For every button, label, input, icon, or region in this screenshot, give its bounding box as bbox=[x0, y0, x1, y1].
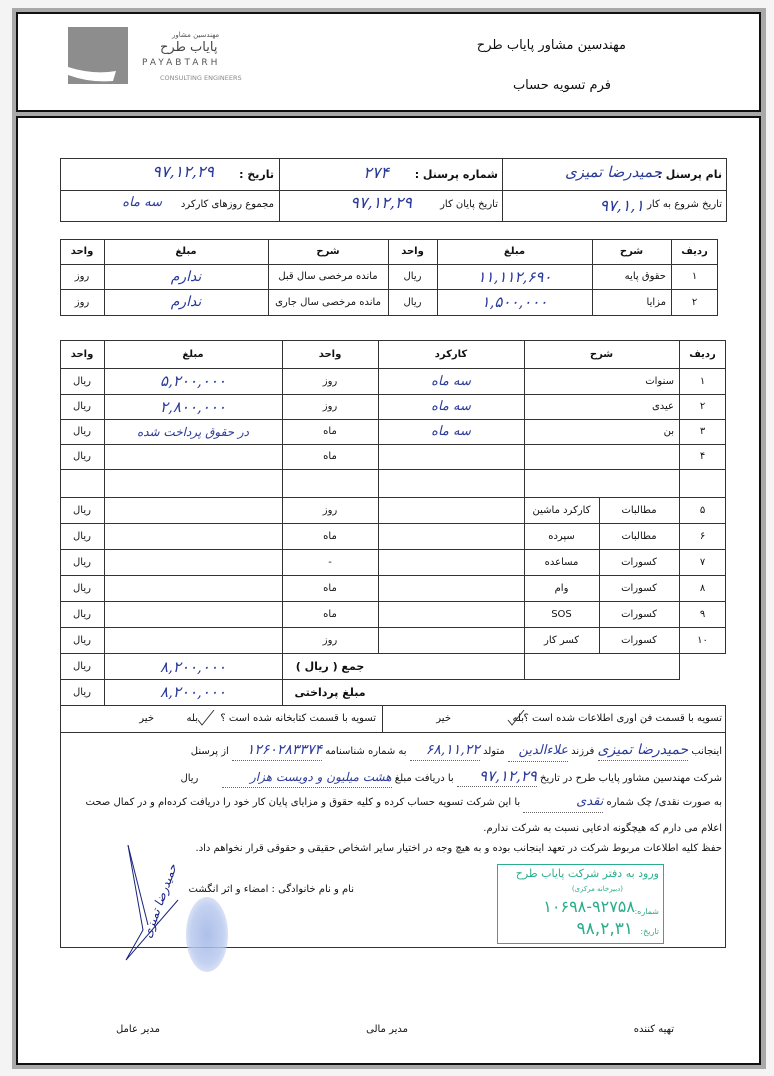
signature-label: نام و نام خانوادگی : امضاء و اثر انگشت bbox=[188, 884, 354, 895]
sub-row-8-currency: ریال bbox=[73, 582, 91, 594]
company-logo bbox=[68, 27, 128, 84]
settlement-row-2-currency: ریال bbox=[73, 401, 91, 412]
declaration-line-4: اعلام می دارم که هیچگونه ادعایی نسبت به شرکت ندارم. bbox=[483, 823, 722, 834]
tech-question: تسویه با قسمت فن اوری اطلاعات شده است ؟ bbox=[523, 713, 722, 724]
decl-l1e: از پرسنل bbox=[190, 746, 229, 757]
sub-row-6-desc: سپرده bbox=[548, 530, 575, 542]
sub-row-10-currency: ریال bbox=[73, 634, 91, 646]
settlement-row-1-amount: ۵,۲۰۰,۰۰۰ bbox=[160, 372, 226, 390]
decl-l3b: با این شرکت تسویه حساب کرده و کلیه حقوق و مزایای پایان کار خود را دریافت کرده‌ام و در کمال صحت bbox=[85, 797, 521, 808]
decl-birth: ۶۸,۱۱,۲۲ bbox=[410, 740, 480, 761]
declaration-line-3 bbox=[62, 792, 722, 813]
salary-row-2-no: ۲ bbox=[691, 296, 698, 308]
logo-name-en: PAYABTARH bbox=[142, 58, 221, 68]
settlement-row-3-desc: بن bbox=[663, 426, 674, 437]
sub-row-7-unit: - bbox=[328, 556, 332, 568]
sub-row-9-unit: ماه bbox=[323, 608, 337, 620]
sub-row-7-no: ۷ bbox=[699, 556, 706, 568]
settlement-header-unit: واحد bbox=[318, 348, 342, 360]
registry-stamp bbox=[497, 864, 664, 944]
paid-label: مبلغ پرداختی bbox=[294, 685, 366, 699]
decl-date: ۹۷,۱۲,۲۹ bbox=[457, 766, 537, 787]
sub-row-5-cat: مطالبات bbox=[621, 504, 657, 516]
sub-row-6-currency: ریال bbox=[73, 530, 91, 542]
date-label: تاریخ : bbox=[239, 168, 274, 181]
settlement-row-1-unit: روز bbox=[322, 375, 338, 387]
stamp-number-value: ۱۰۶۹۸-۹۲۷۵۸ bbox=[543, 897, 635, 916]
decl-amount-words: هشت میلیون و دویست هزار bbox=[222, 767, 392, 788]
salary-row-2-unit2: روز bbox=[74, 296, 90, 308]
sub-row-6-unit: ماه bbox=[323, 530, 337, 542]
logo-swoosh-icon bbox=[68, 27, 128, 84]
total-days-label: مجموع روزهای کارکرد bbox=[180, 199, 274, 210]
declaration-line-5: حفظ کلیه اطلاعات مربوط شرکت در تعهد اینجانب بوده و به هیچ وجه در اختیار سایر اشخاص حقیقی و حقوقی قرار نخواهم داد. bbox=[195, 843, 722, 854]
total-currency: ریال bbox=[73, 661, 91, 672]
settlement-row-1-no: ۱ bbox=[699, 375, 706, 387]
salary-header-amount: مبلغ bbox=[503, 246, 526, 257]
form-title: فرم تسویه حساب bbox=[512, 78, 611, 93]
sub-row-5-currency: ریال bbox=[73, 504, 91, 516]
settlement-row-1-work: سه ماه bbox=[431, 373, 471, 389]
decl-l2c: ریال bbox=[180, 773, 199, 784]
stamp-subtitle: (دبیرخانه مرکزی) bbox=[571, 885, 623, 893]
start-date-label: تاریخ شروع به کار bbox=[647, 199, 722, 210]
footer-ceo: مدیر عامل bbox=[115, 1024, 160, 1035]
sub-row-8-unit: ماه bbox=[323, 582, 337, 594]
salary-header-unit: واحد bbox=[401, 246, 424, 257]
salary-row-1-no: ۱ bbox=[691, 271, 698, 282]
settlement-row-4-unit: ماه bbox=[323, 451, 337, 462]
salary-row-2-amount2: ندارم bbox=[170, 294, 202, 310]
stamp-title: ورود به دفتر شرکت پایاب طرح bbox=[515, 867, 659, 880]
tech-yes-check-icon bbox=[506, 708, 526, 730]
settlement-row-4-no: ۴ bbox=[699, 451, 706, 462]
tech-yes-option[interactable]: بله bbox=[512, 713, 524, 724]
stamp-date-value: ۹۸,۲,۳۱ bbox=[576, 919, 633, 939]
stamp-date-label: تاریخ: bbox=[640, 927, 659, 936]
salary-header-desc: شرح bbox=[619, 246, 644, 257]
decl-payment: نقدی bbox=[523, 792, 603, 813]
logo-small-fa: مهندسین مشاور bbox=[172, 31, 220, 39]
total-days-value: سه ماه bbox=[122, 195, 162, 210]
start-date-value: ۹۷,۱,۱ bbox=[599, 196, 644, 215]
footer-finance-manager: مدیر مالی bbox=[366, 1024, 408, 1035]
decl-name: حمیدرضا تمیزی bbox=[598, 740, 689, 761]
decl-l1d: به شماره شناسنامه bbox=[325, 746, 407, 757]
salary-row-1-amount: ۱۱,۱۱۲,۶۹۰ bbox=[477, 267, 552, 286]
settlement-row-2-work: سه ماه bbox=[431, 399, 471, 414]
signature-name: حمیدرضا تمیزی bbox=[140, 862, 180, 940]
decl-l2b: با دریافت مبلغ bbox=[394, 773, 454, 784]
settlement-row-4-currency: ریال bbox=[73, 451, 91, 462]
sub-row-7-cat: کسورات bbox=[621, 556, 657, 568]
settlement-header-amount: مبلغ bbox=[182, 348, 204, 360]
sub-row-10-no: ۱۰ bbox=[697, 634, 708, 646]
sub-row-9-desc: SOS bbox=[551, 608, 572, 620]
settlement-row-2-desc: عیدی bbox=[651, 401, 674, 412]
name-value: حمیدرضا تمیزی bbox=[564, 163, 662, 181]
settlement-header-work: کارکرد bbox=[434, 348, 468, 360]
salary-header-desc2: شرح bbox=[316, 246, 340, 257]
sub-row-8-desc: وام bbox=[554, 582, 569, 594]
tech-no-option[interactable]: خیر bbox=[436, 713, 451, 724]
paid-value: ۸,۲۰۰,۰۰۰ bbox=[160, 683, 226, 701]
personnel-no-value: ۲۷۴ bbox=[363, 163, 389, 182]
logo-name-fa: پایاب طرح bbox=[160, 40, 218, 55]
salary-row-1-unit2: روز bbox=[74, 271, 90, 282]
decl-l1a: اینجانب bbox=[691, 746, 722, 757]
settlement-header-currency: واحد bbox=[70, 348, 94, 360]
logo-subtitle-en: CONSULTING ENGINEERS bbox=[160, 74, 242, 82]
decl-id-no: ۱۲۶۰۲۸۳۳۷۴ bbox=[232, 740, 322, 761]
settlement-row-3-no: ۳ bbox=[699, 426, 706, 437]
salary-row-1-desc: حقوق پایه bbox=[624, 271, 666, 282]
sub-row-10-unit: روز bbox=[322, 634, 338, 646]
stamp-number-label: شماره: bbox=[634, 907, 659, 916]
settlement-row-2-amount: ۲,۸۰۰,۰۰۰ bbox=[160, 397, 226, 416]
sub-row-6-cat: مطالبات bbox=[621, 530, 657, 542]
personnel-no-label: شماره پرسنل : bbox=[414, 168, 498, 181]
library-no-option[interactable]: خیر bbox=[139, 713, 154, 724]
sub-row-5-no: ۵ bbox=[699, 504, 706, 516]
settlement-row-3-currency: ریال bbox=[73, 426, 91, 437]
sub-row-5-desc: کارکرد ماشین bbox=[532, 504, 591, 516]
salary-row-2-unit: ریال bbox=[403, 296, 422, 308]
salary-row-1-amount2: ندارم bbox=[170, 268, 202, 285]
decl-father: علاءالدین bbox=[508, 741, 568, 762]
date-value: ۹۷,۱۲,۲۹ bbox=[152, 162, 214, 181]
total-value: ۸,۲۰۰,۰۰۰ bbox=[160, 657, 226, 676]
fingerprint bbox=[186, 897, 228, 972]
sub-row-9-currency: ریال bbox=[73, 608, 91, 620]
salary-row-1-desc2: مانده مرخصی سال قبل bbox=[278, 271, 378, 282]
settlement-header-desc: شرح bbox=[589, 348, 614, 360]
settlement-row-3-work: سه ماه bbox=[431, 424, 471, 439]
paid-currency: ریال bbox=[73, 686, 91, 698]
declaration-line-2 bbox=[62, 766, 722, 789]
sub-row-6-no: ۶ bbox=[699, 530, 706, 542]
sub-row-9-cat: کسورات bbox=[621, 608, 657, 620]
company-title: مهندسین مشاور پایاب طرح bbox=[476, 38, 626, 53]
sub-row-10-cat: کسورات bbox=[621, 634, 657, 646]
settlement-row-2-unit: روز bbox=[322, 401, 338, 412]
salary-row-2-desc: مزایا bbox=[646, 296, 666, 308]
end-date-label: تاریخ پایان کار bbox=[440, 199, 498, 210]
footer-preparer: تهیه کننده bbox=[633, 1024, 674, 1035]
decl-l3a: به صورت نقدی/ چک شماره bbox=[606, 797, 722, 808]
settlement-row-3-unit: ماه bbox=[323, 426, 337, 437]
settlement-row-3-amount: در حقوق پرداخت شده bbox=[136, 424, 250, 439]
settlement-row-2-no: ۲ bbox=[699, 401, 706, 412]
sub-row-5-unit: روز bbox=[322, 504, 338, 516]
salary-header-row: ردیف bbox=[681, 246, 708, 257]
settlement-header-row: ردیف bbox=[689, 348, 716, 360]
library-yes-option[interactable]: بله bbox=[186, 713, 198, 724]
decl-l1b: فرزند bbox=[571, 746, 595, 757]
declaration-line-1 bbox=[62, 740, 722, 762]
salary-header-unit2: واحد bbox=[70, 246, 94, 257]
decl-l1c: متولد bbox=[482, 746, 505, 757]
salary-row-2-amount: ۱,۵۰۰,۰۰۰ bbox=[481, 293, 548, 311]
sub-row-7-currency: ریال bbox=[73, 556, 91, 568]
library-question: تسویه با قسمت کتابخانه شده است ؟ bbox=[220, 713, 376, 724]
salary-header-amount2: مبلغ bbox=[175, 246, 197, 257]
settlement-row-1-currency: ریال bbox=[73, 375, 91, 387]
name-label: نام پرسنل : bbox=[657, 168, 722, 181]
sub-row-8-no: ۸ bbox=[699, 582, 706, 594]
settlement-row-1-desc: سنوات bbox=[645, 375, 674, 387]
sub-row-9-no: ۹ bbox=[699, 608, 706, 620]
decl-l2a: شرکت مهندسین مشاور پایاب طرح در تاریخ bbox=[540, 773, 722, 784]
library-yes-check-icon bbox=[196, 708, 216, 730]
sub-row-8-cat: کسورات bbox=[621, 582, 657, 594]
total-label: جمع ( ریال ) bbox=[295, 660, 365, 673]
salary-row-2-desc2: مانده مرخصی سال جاری bbox=[275, 296, 381, 308]
sub-row-7-desc: مساعده bbox=[544, 556, 579, 568]
sub-row-10-desc: کسر کار bbox=[544, 634, 580, 646]
end-date-value: ۹۷,۱۲,۲۹ bbox=[350, 193, 412, 212]
salary-row-1-unit: ریال bbox=[403, 271, 422, 282]
